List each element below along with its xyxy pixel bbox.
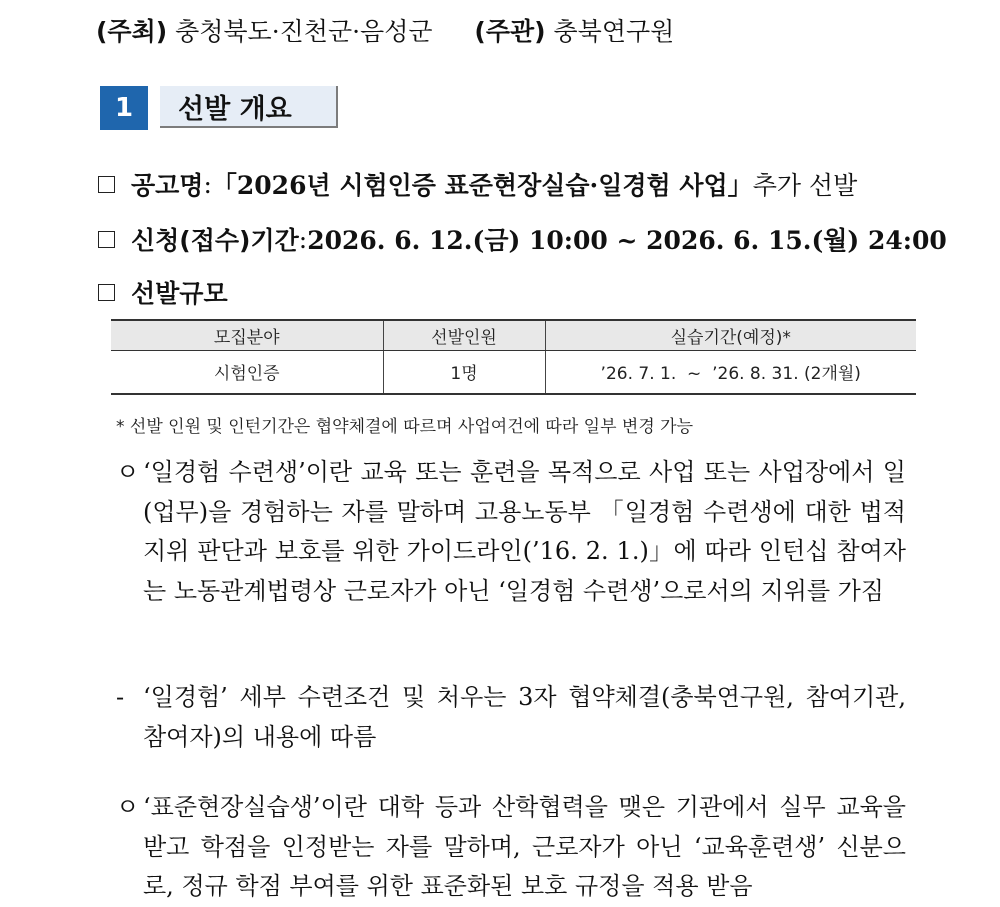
checkbox-icon: [98, 176, 115, 193]
notice-value: 「2026년 시험인증 표준현장실습·일경험 사업」: [211, 171, 753, 200]
checkbox-icon: [98, 231, 115, 248]
table-cell: ’26. 7. 1. ~ ’26. 8. 31. (2개월): [545, 350, 916, 394]
bullet-dash-icon: -: [116, 683, 125, 711]
host-label: (주최): [96, 17, 168, 46]
scale-item: [98, 274, 228, 310]
bullet-circle-icon: ㅇ: [116, 793, 140, 821]
period-item: [98, 221, 947, 257]
paragraph-work-terms: [116, 678, 906, 757]
notice-sep: :: [203, 169, 212, 199]
table-footnote: * 선발 인원 및 인턴기간은 협약체결에 따르며 사업여건에 따라 일부 변경 가능: [116, 417, 694, 437]
organizer-label: (주관): [474, 17, 546, 46]
notice-label: 공고명: [131, 171, 204, 200]
paragraph-intern-status: [116, 453, 906, 611]
section-number: 1: [100, 86, 148, 130]
period-value: 2026. 6. 12.(금) 10:00 ~ 2026. 6. 15.(월) 24:00: [307, 226, 947, 255]
notice-item: [98, 166, 857, 202]
section-title: 선발 개요: [160, 86, 338, 128]
table-cell: 시험인증: [111, 350, 383, 394]
organizer-value: 충북연구원: [553, 17, 675, 46]
table-header-cell: 모집분야: [111, 320, 383, 350]
paragraph-text: ‘일경험 수련생’이란 교육 또는 훈련을 목적으로 사업 또는 사업장에서 일(업무)을 경험하는 자를 말하며 고용노동부 「일경험 수련생에 대한 법적 지위 판단과 보호를 위한 가이드라인(’16. 2. 1.)」에 따라 인턴십 참여자는 노동관계법령상 근로자가 아닌 ‘일경험 수련생’으로서의 지위를 가짐: [143, 458, 906, 605]
host-line: [96, 12, 674, 48]
host-value: 충청북도·진천군·음성군: [175, 17, 433, 46]
period-sep: :: [298, 224, 308, 254]
paragraph-text: ‘일경험’ 세부 수련조건 및 처우는 3자 협약체결(충북연구원, 참여기관, 참여자)의 내용에 따름: [143, 683, 906, 751]
table-header-cell: 실습기간(예정)*: [545, 320, 916, 350]
table-header-row: [111, 320, 916, 350]
scale-label: 선발규모: [131, 279, 228, 308]
bullet-circle-icon: ㅇ: [116, 458, 140, 486]
checkbox-icon: [98, 284, 115, 301]
table-row: [111, 350, 916, 394]
period-label: 신청(접수)기간: [131, 226, 299, 255]
selection-table: [111, 319, 916, 395]
notice-suffix: 추가 선발: [752, 171, 858, 200]
paragraph-field-practice: [116, 788, 906, 907]
paragraph-text: ‘표준현장실습생’이란 대학 등과 산학협력을 맺은 기관에서 실무 교육을 받고 학점을 인정받는 자를 말하며, 근로자가 아닌 ‘교육훈련생’ 신분으로, 정규 학점 부여를 위한 표준화된 보호 규정을 적용 받음: [143, 793, 906, 900]
table-cell: 1명: [383, 350, 545, 394]
table-header-cell: 선발인원: [383, 320, 545, 350]
